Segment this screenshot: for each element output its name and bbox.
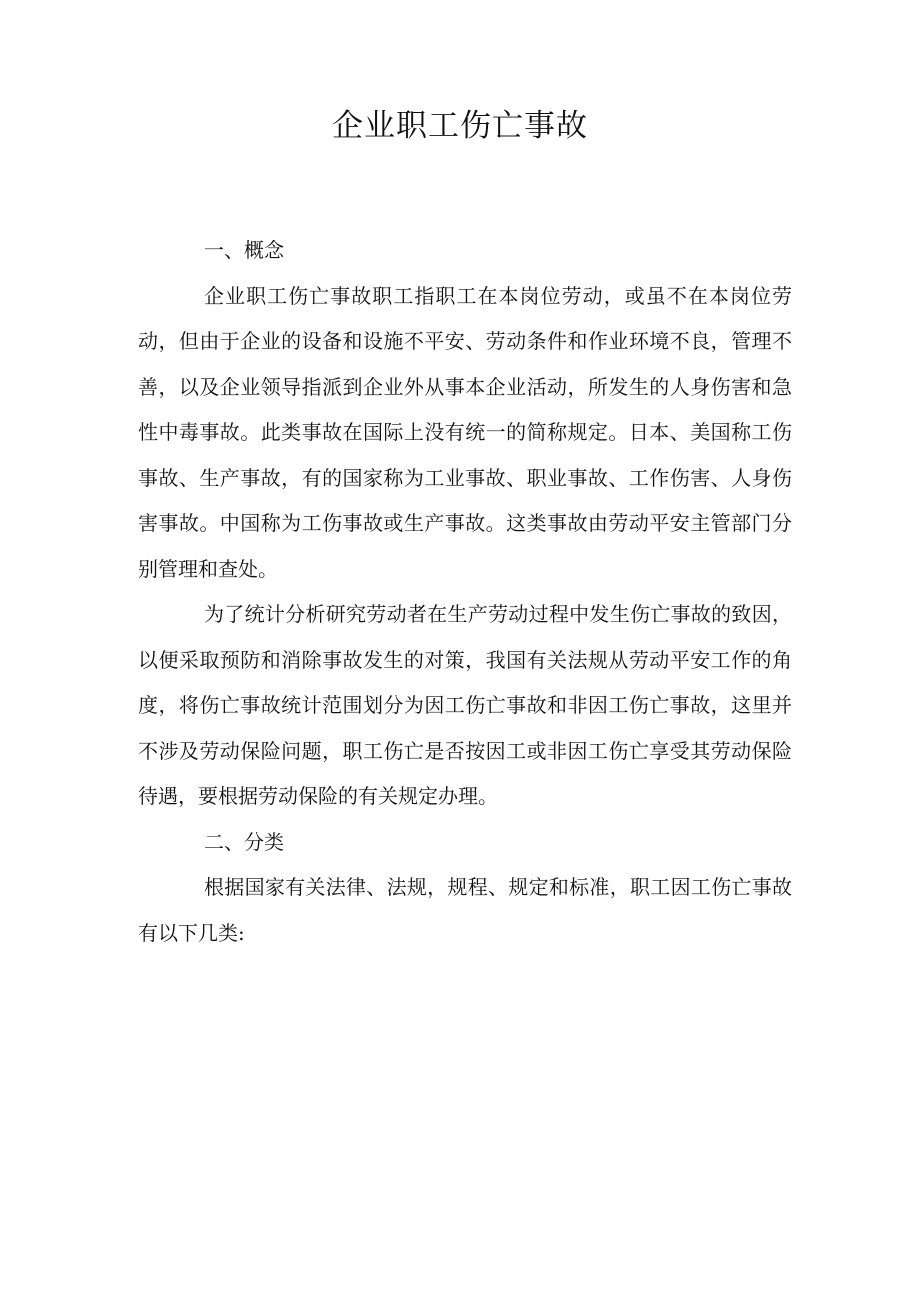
section-classification [138,820,792,957]
document-body [138,228,792,956]
paragraph: 根据国家有关法律、法规，规程、规定和标准，职工因工伤亡事故有以下几类: [138,875,792,945]
paragraph: 为了统计分析研究劳动者在生产劳动过程中发生伤亡事故的致因，以便采取预防和消除事故发生的对策，我国有关法规从劳动平安工作的角度，将伤亡事故统计范围划分为因工伤亡事故和非因工伤亡事故，这里并不涉及劳动保险问题，职工伤亡是否按因工或非因工伤亡享受其劳动保险待遇，要根据劳动保险的有关规定办理。 [138,602,792,808]
section-concept [138,228,792,820]
paragraph: 企业职工伤亡事故职工指职工在本岗位劳动，或虽不在本岗位劳动，但由于企业的设备和设施不平安、劳动条件和作业环境不良，管理不善，以及企业领导指派到企业外从事本企业活动，所发生的人身伤害和急性中毒事故。此类事故在国际上没有统一的简称规定。日本、美国称工伤事故、生产事故，有的国家称为工业事故、职业事故、工作伤害、人身伤害事故。中国称为工伤事故或生产事故。这类事故由劳动平安主管部门分别管理和查处。 [138,283,792,581]
document-title: 企业职工伤亡事故 [332,108,588,144]
section-heading: 一、概念 [204,238,284,262]
section-heading: 二、分类 [204,829,284,854]
